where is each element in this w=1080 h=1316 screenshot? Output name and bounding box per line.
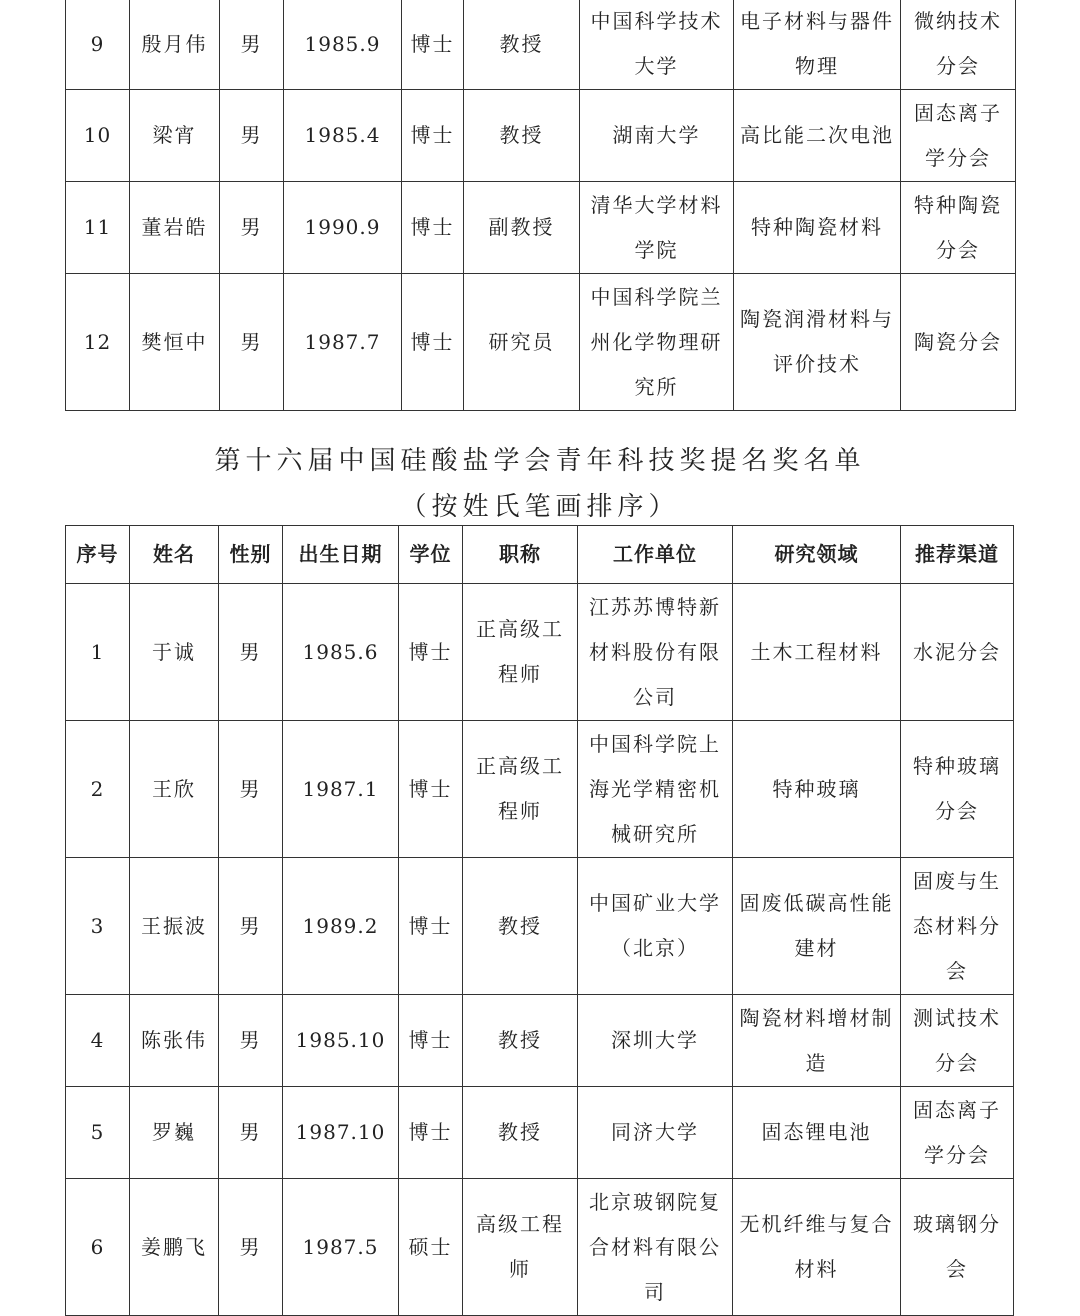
cell-channel: 固废与生态材料分会 xyxy=(901,858,1014,995)
cell-title: 正高级工程师 xyxy=(463,584,578,721)
cell-gender: 男 xyxy=(220,182,284,274)
cell-channel: 固态离子学分会 xyxy=(901,90,1016,182)
cell-title: 教授 xyxy=(464,0,580,90)
cell-channel: 特种陶瓷分会 xyxy=(901,182,1016,274)
cell-birth: 1987.5 xyxy=(283,1179,399,1316)
cell-birth: 1987.7 xyxy=(284,274,402,411)
cell-channel: 水泥分会 xyxy=(901,584,1014,721)
cell-name: 董岩皓 xyxy=(130,182,220,274)
cell-field: 高比能二次电池 xyxy=(734,90,901,182)
cell-no: 9 xyxy=(66,0,130,90)
cell-field: 固态锂电池 xyxy=(733,1087,901,1179)
cell-unit: 北京玻钢院复合材料有限公司 xyxy=(578,1179,733,1316)
cell-title: 副教授 xyxy=(464,182,580,274)
cell-gender: 男 xyxy=(219,995,283,1087)
cell-title: 教授 xyxy=(463,858,578,995)
cell-no: 12 xyxy=(66,274,130,411)
cell-field: 无机纤维与复合材料 xyxy=(733,1179,901,1316)
table-row xyxy=(66,0,1016,90)
table-row xyxy=(66,995,1014,1087)
cell-birth: 1985.4 xyxy=(284,90,402,182)
cell-gender: 男 xyxy=(219,858,283,995)
cell-gender: 男 xyxy=(219,1179,283,1316)
cell-no: 1 xyxy=(66,584,130,721)
cell-gender: 男 xyxy=(219,721,283,858)
cell-no: 2 xyxy=(66,721,130,858)
cell-channel: 固态离子学分会 xyxy=(901,1087,1014,1179)
header-unit: 工作单位 xyxy=(578,526,733,584)
section-title: 第十六届中国硅酸盐学会青年科技奖提名奖名单 xyxy=(214,446,866,476)
cell-degree: 博士 xyxy=(402,90,464,182)
table-row xyxy=(66,858,1014,995)
cell-unit: 中国科学技术大学 xyxy=(580,0,734,90)
cell-no: 10 xyxy=(66,90,130,182)
cell-name: 樊恒中 xyxy=(130,274,220,411)
cell-birth: 1989.2 xyxy=(283,858,399,995)
header-no: 序号 xyxy=(66,526,130,584)
cell-title: 正高级工程师 xyxy=(463,721,578,858)
cell-degree: 硕士 xyxy=(399,1179,463,1316)
cell-unit: 江苏苏博特新材料股份有限公司 xyxy=(578,584,733,721)
cell-unit: 清华大学材料学院 xyxy=(580,182,734,274)
cell-title: 教授 xyxy=(463,995,578,1087)
cell-no: 5 xyxy=(66,1087,130,1179)
cell-channel: 微纳技术分会 xyxy=(901,0,1016,90)
cell-no: 4 xyxy=(66,995,130,1087)
cell-unit: 湖南大学 xyxy=(580,90,734,182)
cell-birth: 1990.9 xyxy=(284,182,402,274)
cell-degree: 博士 xyxy=(399,858,463,995)
header-channel: 推荐渠道 xyxy=(901,526,1014,584)
cell-channel: 特种玻璃分会 xyxy=(901,721,1014,858)
cell-channel: 陶瓷分会 xyxy=(901,274,1016,411)
cell-unit: 中国科学院上海光学精密机械研究所 xyxy=(578,721,733,858)
table-row xyxy=(66,1179,1014,1316)
cell-field: 陶瓷润滑材料与评价技术 xyxy=(734,274,901,411)
nominee-table xyxy=(65,525,1014,1316)
header-degree: 学位 xyxy=(399,526,463,584)
header-gender: 性别 xyxy=(219,526,283,584)
cell-birth: 1985.9 xyxy=(284,0,402,90)
cell-field: 特种玻璃 xyxy=(733,721,901,858)
cell-degree: 博士 xyxy=(402,182,464,274)
cell-birth: 1987.1 xyxy=(283,721,399,858)
table-row xyxy=(66,1087,1014,1179)
nominee-table-continued xyxy=(65,0,1016,411)
cell-name: 姜鹏飞 xyxy=(130,1179,219,1316)
table-row xyxy=(66,90,1016,182)
cell-title: 教授 xyxy=(463,1087,578,1179)
cell-gender: 男 xyxy=(220,274,284,411)
cell-degree: 博士 xyxy=(399,721,463,858)
cell-gender: 男 xyxy=(219,1087,283,1179)
cell-gender: 男 xyxy=(219,584,283,721)
cell-name: 王振波 xyxy=(130,858,219,995)
cell-name: 王欣 xyxy=(130,721,219,858)
cell-name: 于诚 xyxy=(130,584,219,721)
cell-gender: 男 xyxy=(220,90,284,182)
cell-unit: 同济大学 xyxy=(578,1087,733,1179)
table-header-row xyxy=(66,526,1014,584)
cell-unit: 深圳大学 xyxy=(578,995,733,1087)
table-row xyxy=(66,182,1016,274)
cell-no: 11 xyxy=(66,182,130,274)
cell-field: 特种陶瓷材料 xyxy=(734,182,901,274)
cell-degree: 博士 xyxy=(399,1087,463,1179)
cell-name: 殷月伟 xyxy=(130,0,220,90)
cell-degree: 博士 xyxy=(399,584,463,721)
header-field: 研究领域 xyxy=(733,526,901,584)
cell-name: 梁宵 xyxy=(130,90,220,182)
header-title: 职称 xyxy=(463,526,578,584)
section-subtitle: （按姓氏笔画排序） xyxy=(400,492,680,522)
cell-no: 3 xyxy=(66,858,130,995)
cell-degree: 博士 xyxy=(402,0,464,90)
cell-name: 罗巍 xyxy=(130,1087,219,1179)
cell-title: 高级工程师 xyxy=(463,1179,578,1316)
cell-name: 陈张伟 xyxy=(130,995,219,1087)
header-birth: 出生日期 xyxy=(283,526,399,584)
cell-unit: 中国矿业大学（北京） xyxy=(578,858,733,995)
cell-channel: 玻璃钢分会 xyxy=(901,1179,1014,1316)
cell-birth: 1987.10 xyxy=(283,1087,399,1179)
header-name: 姓名 xyxy=(130,526,219,584)
cell-field: 电子材料与器件物理 xyxy=(734,0,901,90)
table-row xyxy=(66,721,1014,858)
cell-title: 教授 xyxy=(464,90,580,182)
table-row xyxy=(66,584,1014,721)
cell-birth: 1985.6 xyxy=(283,584,399,721)
cell-degree: 博士 xyxy=(402,274,464,411)
cell-gender: 男 xyxy=(220,0,284,90)
cell-degree: 博士 xyxy=(399,995,463,1087)
cell-title: 研究员 xyxy=(464,274,580,411)
table-row xyxy=(66,274,1016,411)
cell-no: 6 xyxy=(66,1179,130,1316)
cell-birth: 1985.10 xyxy=(283,995,399,1087)
cell-unit: 中国科学院兰州化学物理研究所 xyxy=(580,274,734,411)
cell-channel: 测试技术分会 xyxy=(901,995,1014,1087)
cell-field: 固废低碳高性能建材 xyxy=(733,858,901,995)
cell-field: 土木工程材料 xyxy=(733,584,901,721)
cell-field: 陶瓷材料增材制造 xyxy=(733,995,901,1087)
